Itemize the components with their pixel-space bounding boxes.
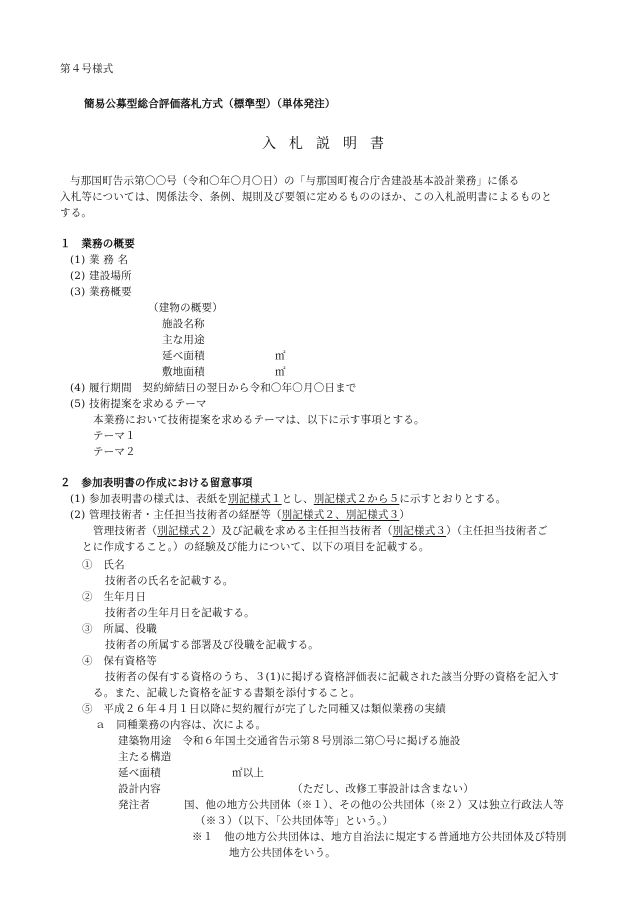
technical-theme-text: 本業務において技術提案を求めるテーマは、以下に示す事項とする。	[93, 414, 425, 426]
item-construction-site: (2) 建設場所	[70, 270, 132, 282]
floor-area-label: 延べ面積	[162, 350, 205, 362]
engineer-history-item	[70, 508, 410, 522]
text-segment: とし、	[281, 493, 314, 505]
text-segment: (2) 管理技術者・主任担当技術者の経歴等（	[70, 509, 282, 521]
document-subtitle: 簡易公募型総合評価落札方式（標準型）（単体発注）	[84, 98, 336, 110]
site-area-label: 敷地面積	[162, 366, 205, 378]
text-segment: (1) 参加表明書の様式は、表紙を	[70, 493, 229, 505]
affiliation-item-text: 技術者の所属する部署及び役職を記載する。	[105, 639, 319, 651]
section-2-heading: ２ 参加表明書の作成における留意事項	[60, 477, 253, 489]
theme-2: テーマ２	[93, 446, 136, 458]
building-use-line: 建築物用途 令和６年国土交通省告示第８号別添二第〇号に掲げる施設	[118, 735, 461, 747]
orderer-text-2: （※３）（以下、「公共団体等」という。）	[195, 815, 394, 827]
form-reference: 別記様式１	[228, 493, 282, 505]
participation-form-item	[70, 492, 506, 506]
total-area-label: 延べ面積	[118, 767, 161, 779]
orderer-label: 発注者	[118, 799, 151, 811]
text-segment: に示すとおりとする。	[399, 493, 507, 505]
footnote-1-continued: 地方公共団体をいう。	[229, 847, 336, 859]
qualification-item-text-2: る。また、記載した資格を証する書類を添付すること。	[93, 687, 361, 699]
theme-1: テーマ１	[93, 430, 136, 442]
intro-line-1: 与那国町告示第〇〇号（令和〇年〇月〇日）の「与那国町複合庁舎建設基本設計業務」に係る	[70, 175, 520, 187]
engineer-history-text-2: とに作成すること。）の経験及び能力について、以下の項目を記載する。	[82, 541, 430, 553]
site-area-unit: ㎡	[275, 366, 286, 378]
section-1-heading: １ 業務の概要	[60, 238, 135, 250]
birthdate-item: ② 生年月日	[82, 591, 147, 603]
main-structure-label: 主たる構造	[118, 751, 172, 763]
item-technical-theme: (5) 技術提案を求めるテーマ	[70, 398, 207, 410]
form-reference: 別記様式２から５	[313, 493, 400, 505]
main-use-label: 主な用途	[162, 334, 205, 346]
item-business-overview: (3) 業務概要	[70, 286, 132, 298]
qualification-item-text-1: 技術者の保有する資格のうち、３(1)に掲げる資格評価表に記載された該当分野の資格を記入す	[105, 671, 560, 683]
name-item: ① 氏名	[82, 559, 125, 571]
form-reference: 別記様式２、別記様式３	[281, 509, 400, 521]
total-area-condition: ㎡以上	[232, 767, 265, 779]
engineer-history-text-1	[93, 524, 548, 538]
text-segment: ）	[399, 509, 411, 521]
form-reference: 別記様式２	[157, 525, 211, 537]
design-content-note: （ただし、改修工事設計は含まない）	[292, 783, 474, 795]
item-performance-period: (4) 履行期間 契約締結日の翌日から令和〇年〇月〇日まで	[70, 382, 357, 394]
experience-item: ⑤ 平成２６年４月１日以降に契約履行が完了した同種又は類似業務の実績	[82, 703, 446, 715]
form-number: 第４号様式	[60, 63, 114, 75]
text-segment: 管理技術者（	[93, 525, 158, 537]
birthdate-item-text: 技術者の生年月日を記載する。	[105, 607, 255, 619]
building-overview-heading: （建物の概要）	[148, 302, 223, 314]
text-segment: ）（主任担当技術者ご	[446, 525, 548, 537]
similar-work-item: ａ 同種業務の内容は、次による。	[95, 719, 267, 731]
facility-name-label: 施設名称	[162, 318, 205, 330]
text-segment: ）及び記載を求める主任担当技術者（	[210, 525, 393, 537]
intro-line-2: 入札等については、関係法令、条例、規則及び要領に定めるもののほか、この入札説明書によるものと	[60, 191, 552, 203]
name-item-text: 技術者の氏名を記載する。	[105, 575, 234, 587]
footnote-1: ※１ 他の地方公共団体は、地方自治法に規定する普通地方公共団体及び特別	[192, 831, 567, 843]
form-reference: 別記様式３	[392, 525, 447, 537]
design-content-label: 設計内容	[118, 783, 161, 795]
item-business-name: (1) 業 務 名	[70, 254, 129, 266]
document-title: 入札説明書	[262, 136, 397, 152]
qualification-item: ④ 保有資格等	[82, 655, 157, 667]
orderer-text-1: 国、他の地方公共団体（※１）、その他の公共団体（※２）又は独立行政法人等	[184, 799, 564, 811]
floor-area-unit: ㎡	[275, 350, 286, 362]
affiliation-item: ③ 所属、役職	[82, 623, 157, 635]
intro-line-3: する。	[60, 207, 93, 219]
